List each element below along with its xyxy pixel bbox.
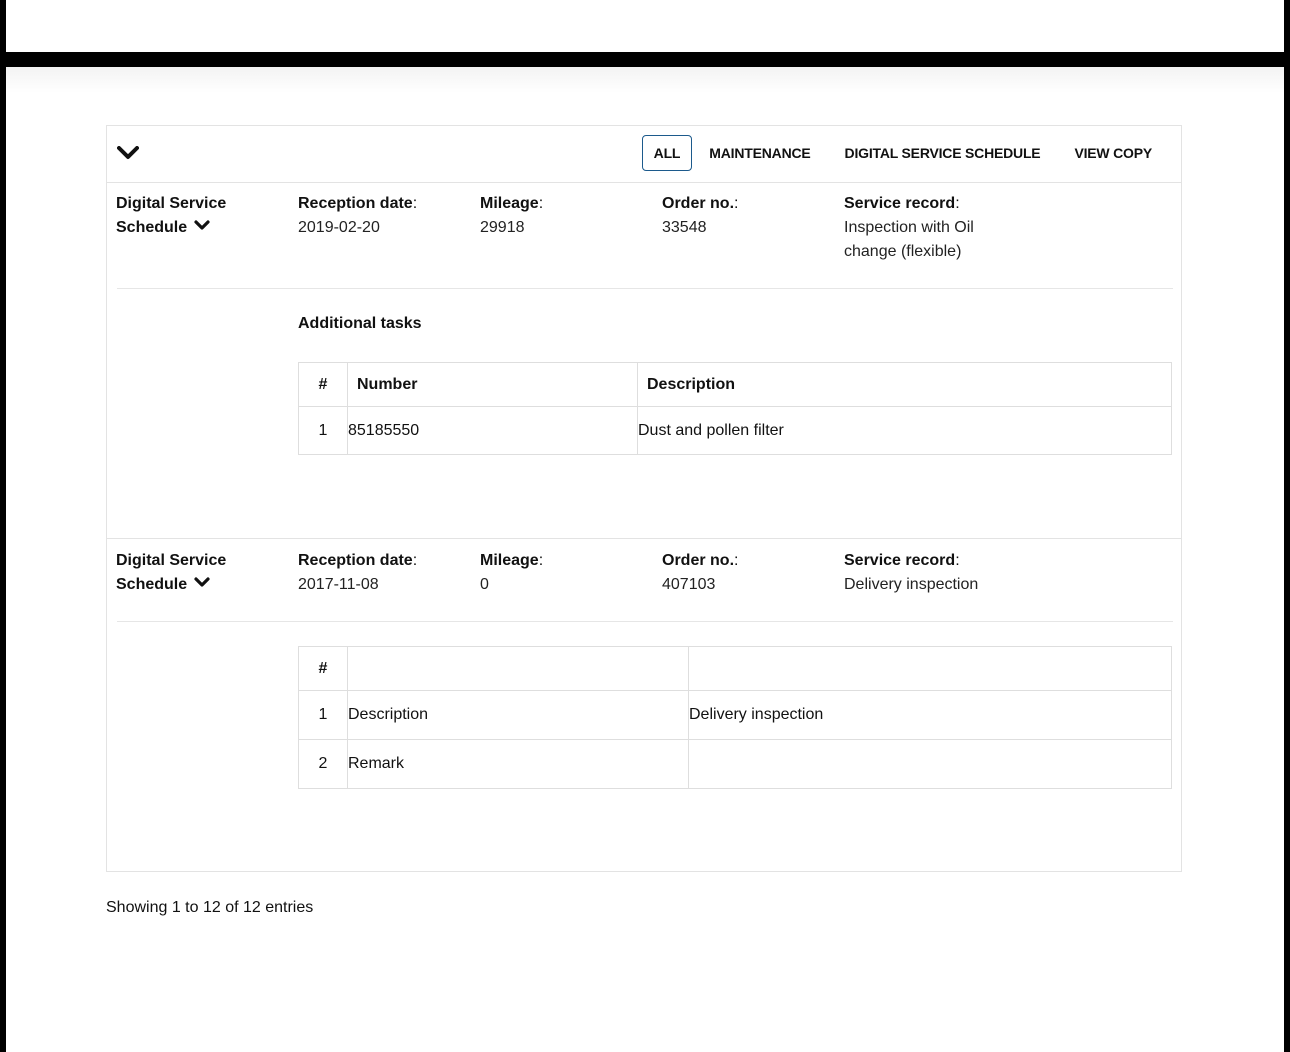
table-header-row (299, 363, 1172, 407)
order-no-value: 33548 (662, 219, 707, 236)
additional-tasks-title: Additional tasks (298, 315, 422, 332)
panel-header (107, 126, 1181, 183)
record-type-toggle[interactable] (116, 549, 226, 597)
row-key: Description (348, 691, 689, 740)
order-no-value: 407103 (662, 576, 716, 593)
collapse-all-chevron-icon[interactable] (117, 146, 139, 165)
page-shadow (6, 67, 1284, 93)
additional-tasks-table (298, 362, 1172, 455)
row-value: Delivery inspection (689, 691, 1172, 740)
entries-summary: Showing 1 to 12 of 12 entries (106, 899, 314, 916)
record-divider (107, 538, 1181, 539)
reception-date-label: Reception date: (298, 195, 418, 212)
record-type-line1: Digital Service (116, 195, 227, 212)
table-row (299, 407, 1172, 455)
filter-digital-service-schedule-button[interactable]: DIGITAL SERVICE SCHEDULE (844, 145, 1041, 161)
service-record-label: Service record: (844, 195, 960, 212)
record-type-line1: Digital Service (116, 552, 227, 569)
record-type-line2: Schedule (116, 219, 188, 236)
reception-date-value: 2019-02-20 (298, 219, 380, 236)
col-number-header: Number (348, 363, 638, 407)
order-no-label: Order no.: (662, 552, 739, 569)
row-index: 1 (299, 407, 348, 455)
divider (117, 288, 1173, 289)
col-empty-header (348, 647, 689, 691)
row-value (689, 740, 1172, 789)
reception-date-label: Reception date: (298, 552, 418, 569)
record-type-line2: Schedule (116, 576, 188, 593)
page-content (6, 67, 1284, 1052)
row-description: Dust and pollen filter (638, 407, 1172, 455)
record-type-toggle[interactable] (116, 192, 226, 240)
row-key: Remark (348, 740, 689, 789)
service-record-label: Service record: (844, 552, 960, 569)
filter-tabs (642, 135, 1169, 171)
service-record-value: Delivery inspection (844, 576, 979, 593)
filter-view-copy-button[interactable]: VIEW COPY (1074, 145, 1152, 161)
mileage-value: 0 (480, 576, 489, 593)
filter-maintenance-button[interactable]: MAINTENANCE (709, 145, 811, 161)
row-number: 85185550 (348, 407, 638, 455)
divider (117, 621, 1173, 622)
col-description-header: Description (638, 363, 1172, 407)
col-hash-header: # (299, 363, 348, 407)
service-history-panel (106, 125, 1182, 872)
top-white-strip (6, 0, 1284, 52)
table-row (299, 691, 1172, 740)
row-index: 2 (299, 740, 348, 789)
table-row (299, 740, 1172, 789)
chevron-down-icon (194, 215, 210, 239)
order-no-label: Order no.: (662, 195, 739, 212)
chevron-down-icon (194, 572, 210, 596)
col-hash-header: # (299, 647, 348, 691)
mileage-label: Mileage: (480, 552, 544, 569)
service-record-value: Inspection with Oil change (flexible) (844, 219, 974, 260)
service-details-table (298, 646, 1172, 789)
mileage-value: 29918 (480, 219, 525, 236)
mileage-label: Mileage: (480, 195, 544, 212)
table-header-row (299, 647, 1172, 691)
row-index: 1 (299, 691, 348, 740)
col-empty-header (689, 647, 1172, 691)
filter-all-button[interactable]: ALL (642, 135, 693, 171)
reception-date-value: 2017-11-08 (298, 576, 379, 593)
